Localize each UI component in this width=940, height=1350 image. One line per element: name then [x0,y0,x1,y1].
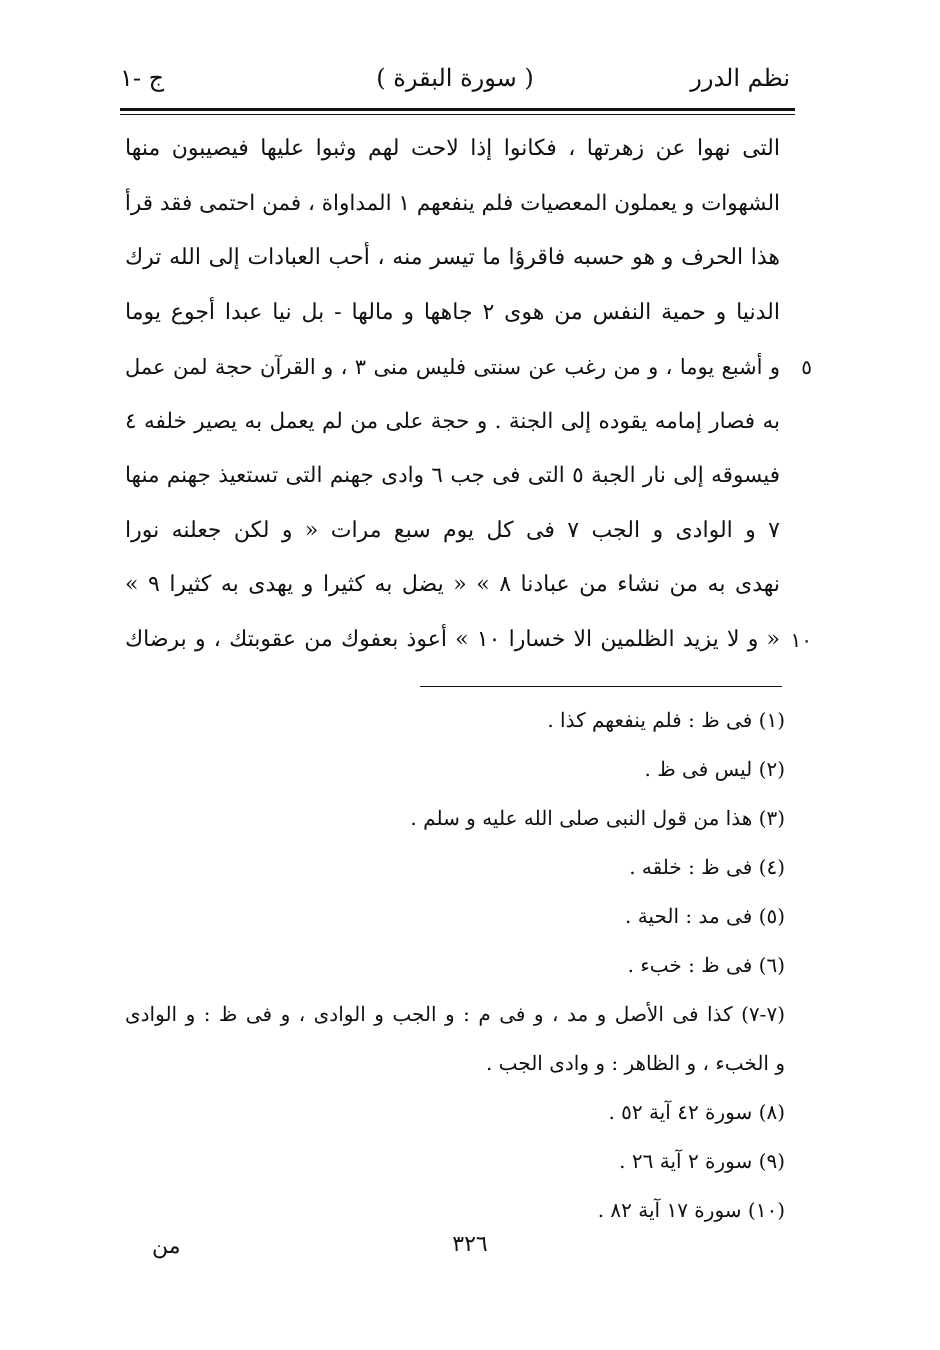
text-line-content: الدنيا و حمية النفس من هوى ٢ جاهها و مالها - بل نيا عبدا أجوع يوما [125,299,780,325]
surah-title: ( سورة البقرة ) [376,64,534,92]
footnote: (١) فى ظ : فلم ينفعهم كذا . [547,708,785,732]
footnote: (٩) سورة ٢ آية ٢٦ . [619,1149,785,1173]
text-line [125,177,780,232]
text-line [125,286,780,341]
footnote: (٢) ليس فى ظ . [644,757,785,781]
line-number: ٥ [801,355,812,379]
text-line [125,395,780,450]
line-number: ١٠ [790,627,812,652]
text-line-content: نهدى به من نشاء من عبادنا ٨ » « يضل به كثيرا و يهدى به كثيرا ٩ » [125,572,781,597]
footnote: (٣) هذا من قول النبى صلى الله عليه و سلم . [410,806,785,830]
text-line-content: الشهوات و يعملون المعصيات فلم ينفعهم ١ المداواة ، فمن احتمى فقد قرأ [124,190,780,216]
page-number: ٣٢٦ [452,1232,488,1257]
text-line-content: « و لا يزيد الظلمين الا خسارا ١٠ » أعوذ بعفوك من عقوبتك ، و برضاك [125,626,780,652]
footnote: (٤) فى ظ : خلقه . [629,855,785,879]
header-rule-thin [120,114,795,115]
text-line [125,122,780,177]
text-line [125,340,812,395]
text-line [125,504,780,559]
text-line [125,231,780,286]
text-line-content: فيسوقه إلى نار الجبة ٥ التى فى جب ٦ وادى جهنم التى تستعيذ جهنم منها [125,463,781,488]
footnote: (٧-٧) كذا فى الأصل و مد ، و فى م : و الجب و الوادى ، و فى ظ : و الوادى [125,1002,785,1026]
footnote: (٥) فى مد : الحية . [624,904,785,928]
footnote: (٨) سورة ٤٢ آية ٥٢ . [608,1100,785,1124]
footnotes [125,696,785,1235]
footnote: و الخبء ، و الظاهر : و وادى الجب . [485,1051,785,1075]
main-text [124,122,812,667]
text-line [125,558,780,613]
volume-label: ج -١ [120,64,165,92]
text-line-content: هذا الحرف و هو حسبه فاقرؤا ما تيسر منه ، أحب العبادات إلى الله ترك [125,245,780,270]
text-line-content: به فصار إمامه يقوده إلى الجنة . و حجة على من لم يعمل به يصير خلفه ٤ [125,408,780,434]
text-line [125,613,812,668]
footnote: (١٠) سورة ١٧ آية ٨٢ . [597,1198,785,1222]
book-title: نظم الدرر [690,64,790,92]
header-rule-thick [120,108,795,111]
running-header [120,60,790,100]
footnote-separator [420,686,782,687]
text-line-content: ٧ و الوادى و الجب ٧ فى كل يوم سبع مرات « و لكن جعلنه نورا [125,517,780,543]
catchword: من [152,1234,181,1259]
text-line-content: و أشبع يوما ، و من رغب عن سنتى فليس منى ٣ ، و القرآن حجة لمن عمل [125,355,780,379]
text-line-content: التى نهوا عن زهرتها ، فكانوا إذا لاحت لهم وثبوا عليها فيصيبون منها [125,136,780,161]
text-line [125,449,780,504]
footnote: (٦) فى ظ : خبء . [627,953,785,977]
